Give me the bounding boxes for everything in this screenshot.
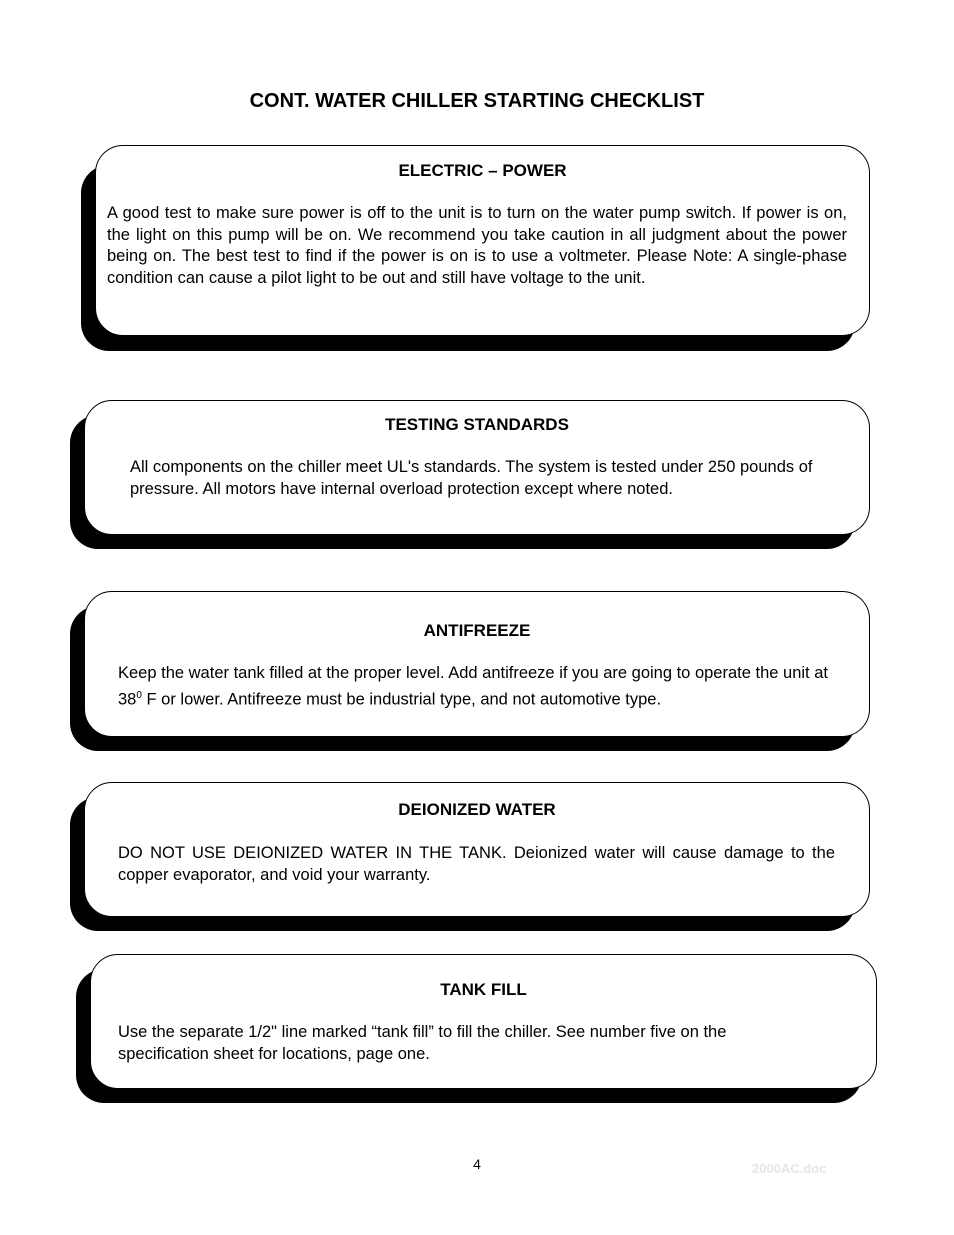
degree-superscript: 0 — [136, 689, 142, 701]
section-body: A good test to make sure power is off to the unit is to turn on the water pump switch. If power is on, the light on this pump will be on. We recommend you take caution in all judgment about the power being on. The best test to find if the power is on is to use a voltmeter. Please Note: A single-phase condition can cause a pilot light to be out and still have voltage to the unit. — [107, 204, 847, 287]
section-heading: DEIONIZED WATER — [398, 800, 556, 819]
document-filename: 2000AC.doc — [752, 1161, 827, 1176]
section-antifreeze — [84, 591, 870, 737]
section-tank-fill — [90, 954, 877, 1089]
body-text-end: F or lower. Antifreeze must be industrial type, and not automotive type. — [141, 690, 662, 709]
section-deionized-water — [84, 782, 870, 917]
section-heading: ANTIFREEZE — [423, 621, 531, 640]
section-heading: TESTING STANDARDS — [385, 415, 569, 434]
section-body: DO NOT USE DEIONIZED WATER IN THE TANK. Deionized water will cause damage to the copper evaporator, and void your warranty. — [118, 844, 835, 884]
section-electric-power — [95, 145, 870, 336]
section-heading: TANK FILL — [440, 980, 527, 999]
page-number: 4 — [473, 1156, 481, 1172]
section-body: Use the separate 1/2" line marked “tank fill” to fill the chiller. See number five on the specification sheet for locations, page one. — [118, 1023, 727, 1063]
page-title: CONT. WATER CHILLER STARTING CHECKLIST — [249, 90, 705, 112]
section-body: All components on the chiller meet UL's standards. The system is tested under 250 pounds of pressure. All motors have internal overload protection except where noted. — [130, 458, 813, 498]
section-testing-standards — [84, 400, 870, 535]
section-heading: ELECTRIC – POWER — [398, 161, 567, 180]
body-text-start: Keep the water tank filled at the proper level. Add antifreeze if you are going to operate the unit at 38 — [118, 664, 828, 709]
section-body — [118, 663, 841, 711]
